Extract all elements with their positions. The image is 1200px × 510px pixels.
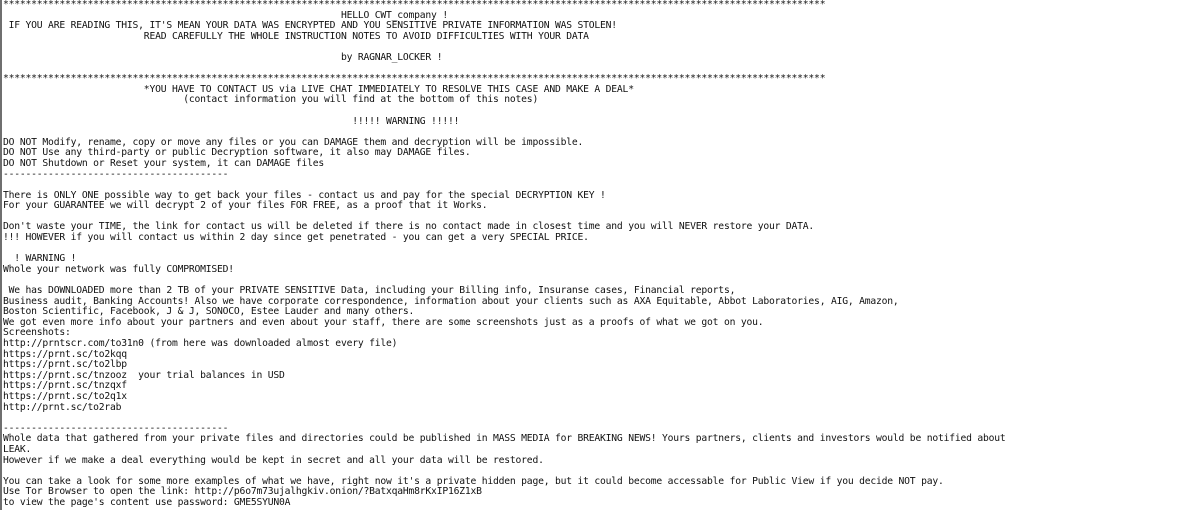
note-line: https://prnt.sc/to2kqq bbox=[3, 348, 127, 360]
note-line: You can take a look for some more examples of what we have, right now it's a private hidden page, but it could become accessable for Public View if you decide NOT pay. bbox=[3, 475, 944, 487]
note-line: LEAK. bbox=[3, 443, 32, 455]
note-line bbox=[3, 106, 1200, 117]
note-line: ---------------------------------------- bbox=[3, 422, 229, 434]
note-line: to view the page's content use password: GME5SYUN0A bbox=[3, 496, 291, 508]
note-line: !!!!! WARNING !!!!! bbox=[3, 115, 460, 127]
note-line: DO NOT Modify, rename, copy or move any files or you can DAMAGE them and decryption will be impossible. bbox=[3, 136, 584, 148]
note-line: DO NOT Use any third-party or public Decryption software, it also may DAMAGE files. bbox=[3, 147, 471, 159]
note-line: ! WARNING ! bbox=[3, 253, 77, 265]
note-line: DO NOT Shutdown or Reset your system, it can DAMAGE files bbox=[3, 157, 325, 169]
note-line: We got even more info about your partners and even about your staff, there are some screenshots just as a proofs of what we got on you. bbox=[3, 316, 764, 328]
note-line: Don't waste your TIME, the link for contact us will be deleted if there is no contact made in closest time and you will NEVER restore your DATA. bbox=[3, 221, 815, 233]
note-line: IF YOU ARE READING THIS, IT'S MEAN YOUR DATA WAS ENCRYPTED AND YOU SENSITIVE PRIVATE INFORMATION WAS STOLEN! bbox=[3, 20, 617, 32]
note-line: For your GUARANTEE we will decrypt 2 of your files FOR FREE, as a proof that it Works. bbox=[3, 200, 488, 212]
note-line: Screenshots: bbox=[3, 327, 71, 339]
note-line: ---------------------------------------- bbox=[3, 168, 229, 180]
note-line: READ CAREFULLY THE WHOLE INSTRUCTION NOTES TO AVOID DIFFICULTIES WITH YOUR DATA bbox=[3, 30, 589, 42]
note-line bbox=[3, 244, 1200, 255]
note-line: !!! HOWEVER if you will contact us within 2 day since get penetrated - you can get a very SPECIAL PRICE. bbox=[3, 232, 589, 244]
note-line: Whole data that gathered from your private files and directories could be published in MASS MEDIA for BREAKING NEWS! Yours partners, clients and investors would be notified about bbox=[3, 433, 1006, 445]
note-line: https://prnt.sc/tnzooz your trial balances in USD bbox=[3, 369, 285, 381]
note-line: HELLO CWT_company ! bbox=[3, 9, 448, 21]
note-line: We has DOWNLOADED more than 2 TB of your PRIVATE SENSITIVE Data, including your Billing info, Insuranse cases, Financial reports, bbox=[3, 285, 736, 297]
note-line: https://prnt.sc/to2q1x bbox=[3, 390, 127, 402]
note-line: Whole your network was fully COMPROMISED! bbox=[3, 263, 234, 275]
note-line: ************************************************************************************************************************************************** bbox=[3, 73, 826, 85]
note-line: (contact information you will find at the bottom of this notes) bbox=[3, 94, 539, 106]
note-line: However if we make a deal everything would be kept in secret and all your data will be restored. bbox=[3, 454, 544, 466]
note-line: http://prntscr.com/to31n0 (from here was downloaded almost every file) bbox=[3, 338, 398, 349]
note-line: ************************************************************************************************************************************************** bbox=[3, 0, 826, 10]
note-line: https://prnt.sc/to2lbp bbox=[3, 359, 127, 371]
note-line: by RAGNAR_LOCKER ! bbox=[3, 51, 443, 63]
note-line: Business audit, Banking Accounts! Also we have corporate correspondence, information about your clients such as AXA Equitable, Abbot Laboratories, AIG, Amazon, bbox=[3, 295, 899, 307]
note-line: https://prnt.sc/tnzqxf bbox=[3, 380, 127, 392]
note-line: Use Tor Browser to open the link: http://p6o7m73ujalhgkiv.onion/?BatxqaHm8rKxIP16Z1xB bbox=[3, 486, 482, 498]
note-line: Boston Scientific, Facebook, J & J, SONOCO, Estee Lauder and many others. bbox=[3, 306, 415, 318]
note-line: There is ONLY ONE possible way to get back your files - contact us and pay for the special DECRYPTION KEY ! bbox=[3, 189, 606, 201]
note-line: http://prnt.sc/to2rab bbox=[3, 401, 122, 413]
note-line: *YOU HAVE TO CONTACT US via LIVE CHAT IMMEDIATELY TO RESOLVE THIS CASE AND MAKE A DEAL* bbox=[3, 83, 634, 95]
